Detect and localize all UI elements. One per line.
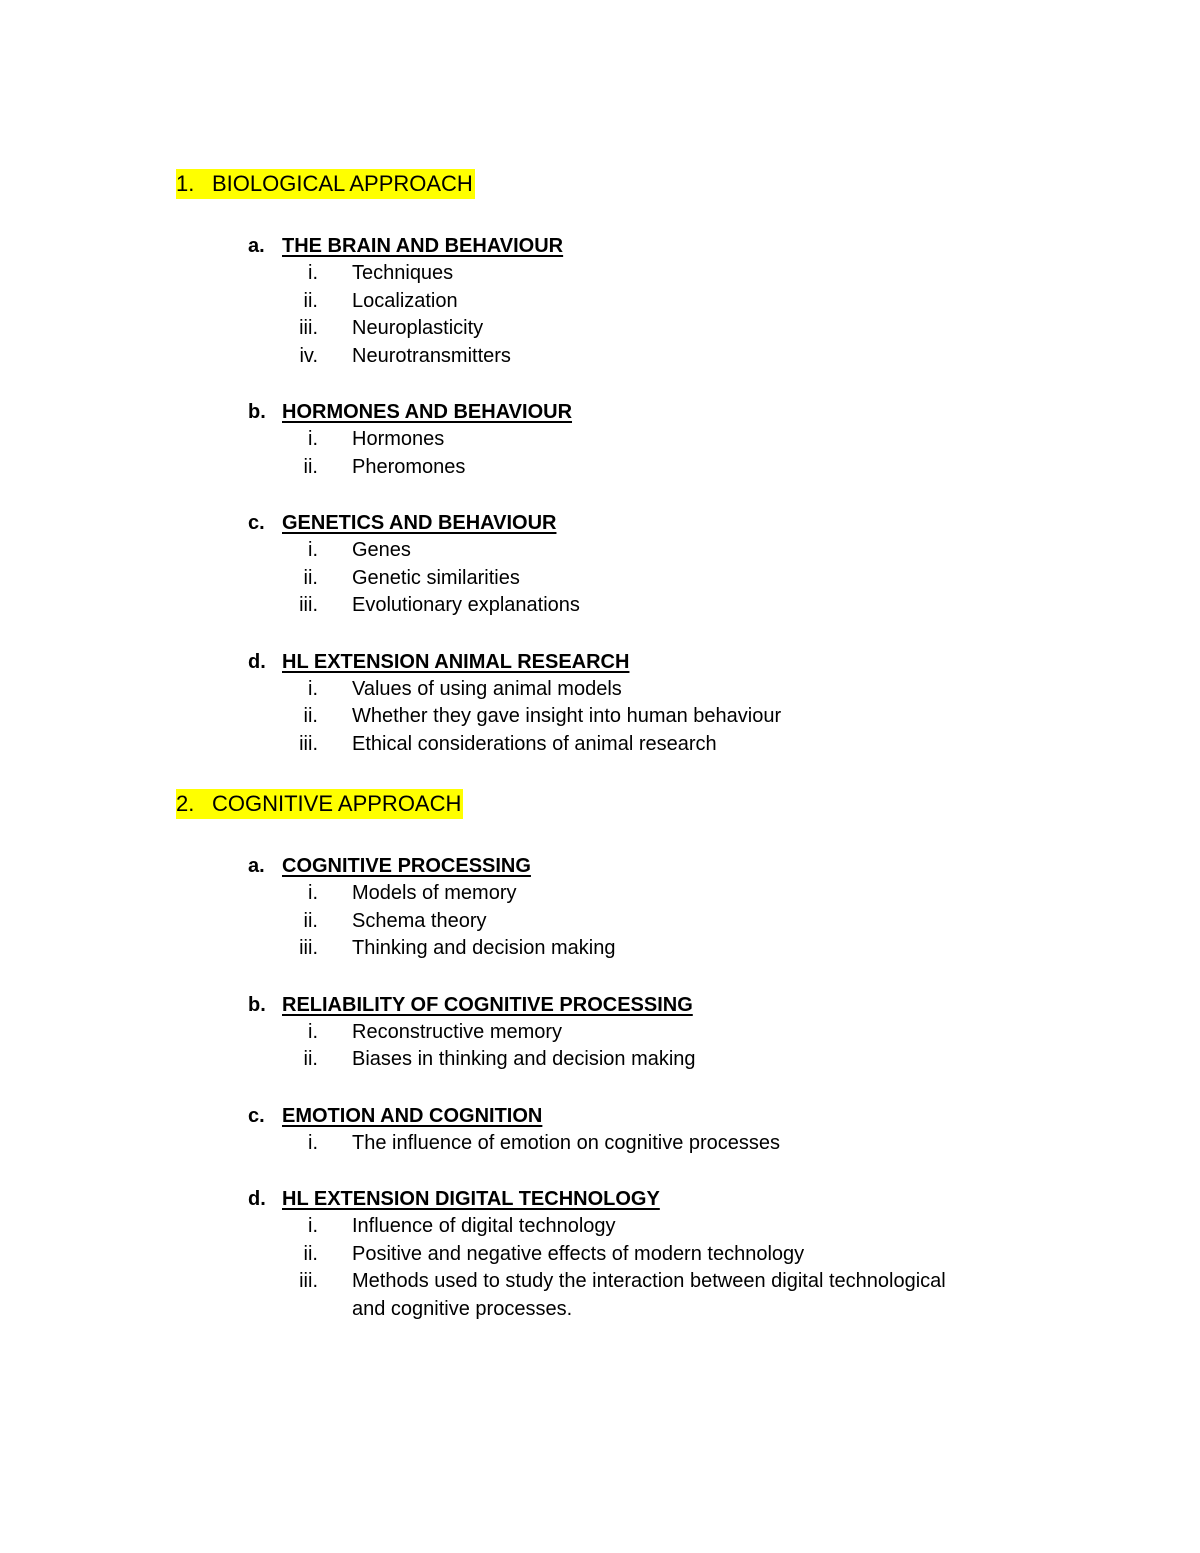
topic-heading <box>248 1102 1076 1130</box>
item-numeral: iii. <box>299 317 318 339</box>
list-item <box>248 343 972 371</box>
topic-title: COGNITIVE PROCESSING <box>282 855 531 877</box>
topic-animal-research <box>248 648 1076 759</box>
item-text: The influence of emotion on cognitive processes <box>352 1131 781 1154</box>
item-text: Neurotransmitters <box>352 344 511 367</box>
item-text: Methods used to study the interaction between digital technological and cognitive processes. <box>352 1270 946 1320</box>
item-numeral: ii. <box>303 1242 318 1265</box>
list-item <box>248 454 972 482</box>
list-item <box>248 1046 972 1074</box>
item-numeral: ii. <box>303 909 318 932</box>
topic-cognitive-processing <box>248 852 1076 963</box>
item-list <box>248 1019 1076 1074</box>
list-item <box>248 260 972 288</box>
list-item <box>248 426 972 454</box>
item-text: Schema theory <box>352 909 487 932</box>
item-list <box>248 260 1076 370</box>
topic-reliability <box>248 991 1076 1074</box>
topic-title: THE BRAIN AND BEHAVIOUR <box>282 235 564 257</box>
list-item <box>248 1130 972 1158</box>
topic-heading <box>248 648 1076 676</box>
item-text: Models of memory <box>352 882 517 904</box>
item-text: Localization <box>352 289 458 312</box>
item-text: Reconstructive memory <box>352 1020 563 1043</box>
topic-genetics-behaviour <box>248 509 1076 620</box>
item-numeral: i. <box>308 262 318 284</box>
topic-title: GENETICS AND BEHAVIOUR <box>282 512 557 534</box>
item-numeral: i. <box>308 1131 318 1154</box>
topic-heading <box>248 852 1076 880</box>
item-text: Thinking and decision making <box>352 937 616 959</box>
topic-letter: c. <box>248 1104 265 1127</box>
topic-brain-behaviour <box>248 232 1076 370</box>
item-numeral: iv. <box>299 344 318 367</box>
item-text: Whether they gave insight into human behaviour <box>352 705 782 727</box>
item-numeral: ii. <box>303 1048 318 1070</box>
item-numeral: ii. <box>303 455 318 478</box>
section-number: 1. <box>176 171 195 196</box>
item-text: Positive and negative effects of modern technology <box>352 1242 805 1265</box>
section-cognitive <box>176 789 1076 1323</box>
item-list <box>248 1213 1076 1323</box>
item-text: Evolutionary explanations <box>352 594 580 616</box>
section-title: COGNITIVE APPROACH <box>212 791 462 816</box>
list-item <box>248 731 972 759</box>
list-item <box>248 565 972 593</box>
item-numeral: iii. <box>299 1270 318 1292</box>
list-item <box>248 908 972 936</box>
topic-title: EMOTION AND COGNITION <box>282 1104 543 1127</box>
topic-heading <box>248 509 1076 537</box>
item-numeral: iii. <box>299 937 318 959</box>
topic-letter: a. <box>248 855 265 877</box>
section-number: 2. <box>176 791 195 816</box>
list-item <box>248 1019 972 1047</box>
item-numeral: i. <box>308 882 318 904</box>
topic-title: HORMONES AND BEHAVIOUR <box>282 401 573 423</box>
list-item <box>248 315 972 343</box>
list-item <box>248 288 972 316</box>
section-heading <box>176 789 463 819</box>
topic-letter: d. <box>248 1188 266 1210</box>
item-numeral: iii. <box>299 732 318 755</box>
topic-heading <box>248 232 1076 260</box>
item-text: Values of using animal models <box>352 677 622 700</box>
list-item <box>248 880 972 908</box>
list-item <box>248 703 972 731</box>
item-text: Neuroplasticity <box>352 317 484 339</box>
topic-emotion-cognition <box>248 1102 1076 1158</box>
item-numeral: ii. <box>303 566 318 589</box>
item-numeral: i. <box>308 1215 318 1237</box>
item-text: Influence of digital technology <box>352 1215 616 1237</box>
item-text: Genetic similarities <box>352 566 520 589</box>
list-item <box>248 935 972 963</box>
topic-letter: b. <box>248 993 266 1016</box>
item-text: Biases in thinking and decision making <box>352 1048 696 1070</box>
topic-hormones-behaviour <box>248 398 1076 481</box>
topic-letter: b. <box>248 401 266 423</box>
topic-heading <box>248 398 1076 426</box>
list-item <box>248 1268 972 1323</box>
item-numeral: i. <box>308 677 318 700</box>
item-text: Techniques <box>352 262 454 284</box>
section-heading <box>176 169 475 199</box>
list-item <box>248 1213 972 1241</box>
topic-title: HL EXTENSION ANIMAL RESEARCH <box>282 650 630 673</box>
item-list <box>248 880 1076 963</box>
topic-digital-technology <box>248 1185 1076 1323</box>
topic-heading <box>248 1185 1076 1213</box>
item-list <box>248 676 1076 759</box>
item-numeral: i. <box>308 539 318 561</box>
item-list <box>248 537 1076 620</box>
item-list <box>248 426 1076 481</box>
topic-title: HL EXTENSION DIGITAL TECHNOLOGY <box>282 1188 660 1210</box>
topic-letter: d. <box>248 650 266 673</box>
topic-heading <box>248 991 1076 1019</box>
item-text: Hormones <box>352 428 445 450</box>
topic-letter: c. <box>248 512 265 534</box>
item-numeral: ii. <box>303 705 318 727</box>
topic-letter: a. <box>248 235 265 257</box>
item-numeral: i. <box>308 1020 318 1043</box>
list-item <box>248 676 972 704</box>
item-text: Genes <box>352 539 411 561</box>
list-item <box>248 1241 972 1269</box>
list-item <box>248 592 972 620</box>
item-numeral: ii. <box>303 289 318 312</box>
item-numeral: iii. <box>299 594 318 616</box>
topic-title: RELIABILITY OF COGNITIVE PROCESSING <box>282 993 693 1016</box>
list-item <box>248 537 972 565</box>
item-numeral: i. <box>308 428 318 450</box>
section-title: BIOLOGICAL APPROACH <box>212 171 473 196</box>
item-text: Pheromones <box>352 455 466 478</box>
section-biological <box>176 169 1076 758</box>
item-text: Ethical considerations of animal research <box>352 732 717 755</box>
item-list <box>248 1130 1076 1158</box>
